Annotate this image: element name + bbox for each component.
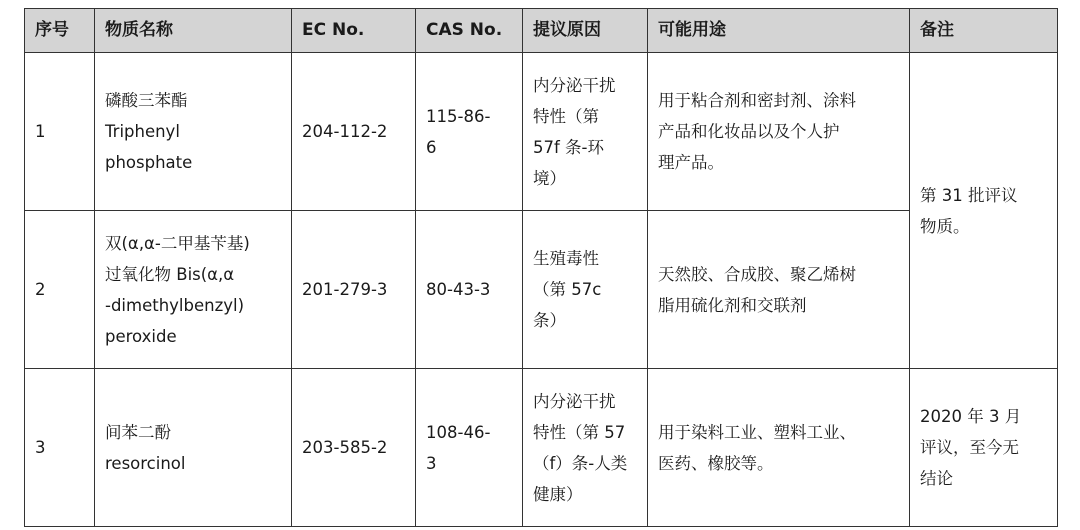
cell-ec: 203-585-2 (292, 369, 416, 527)
cell-notes: 2020 年 3 月 评议，至今无 结论 (910, 369, 1058, 527)
table-row (25, 53, 1058, 211)
cell-notes: 第 31 批评议 物质。 (910, 53, 1058, 369)
substance-table (24, 8, 1058, 527)
cell-reason: 内分泌干扰 特性（第 57 （f）条-人类 健康） (523, 369, 648, 527)
header-ec: EC No. (292, 9, 416, 53)
cell-use: 天然胶、合成胶、聚乙烯树 脂用硫化剂和交联剂 (648, 211, 910, 369)
header-row (25, 9, 1058, 53)
cell-ec: 201-279-3 (292, 211, 416, 369)
cell-no: 3 (25, 369, 95, 527)
cell-ec: 204-112-2 (292, 53, 416, 211)
cell-name: 间苯二酚 resorcinol (95, 369, 292, 527)
table-row (25, 369, 1058, 527)
cell-cas: 80-43-3 (416, 211, 523, 369)
header-reason: 提议原因 (523, 9, 648, 53)
cell-name: 双(α,α-二甲基苄基) 过氧化物 Bis(α,α -dimethylbenzyl) peroxide (95, 211, 292, 369)
cell-cas: 108-46- 3 (416, 369, 523, 527)
cell-use: 用于染料工业、塑料工业、 医药、橡胶等。 (648, 369, 910, 527)
header-notes: 备注 (910, 9, 1058, 53)
header-no: 序号 (25, 9, 95, 53)
cell-no: 2 (25, 211, 95, 369)
header-use: 可能用途 (648, 9, 910, 53)
cell-use: 用于粘合剂和密封剂、涂料 产品和化妆品以及个人护 理产品。 (648, 53, 910, 211)
cell-reason: 生殖毒性 （第 57c 条） (523, 211, 648, 369)
cell-name: 磷酸三苯酯 Triphenyl phosphate (95, 53, 292, 211)
cell-no: 1 (25, 53, 95, 211)
header-name: 物质名称 (95, 9, 292, 53)
header-cas: CAS No. (416, 9, 523, 53)
cell-cas: 115-86- 6 (416, 53, 523, 211)
table-row (25, 211, 1058, 369)
cell-reason: 内分泌干扰 特性（第 57f 条-环 境） (523, 53, 648, 211)
